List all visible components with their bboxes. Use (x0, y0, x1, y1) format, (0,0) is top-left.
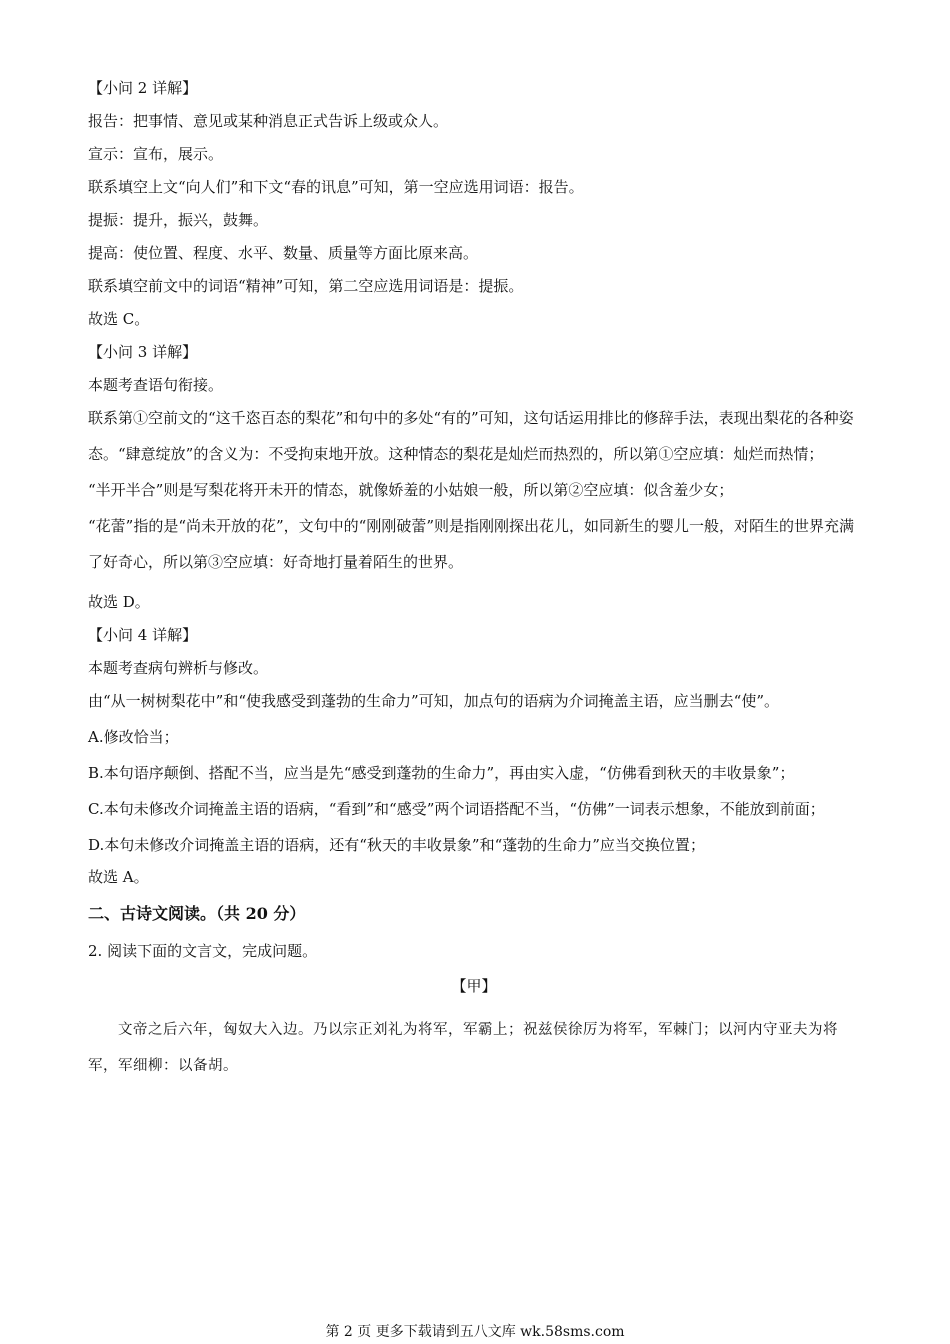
q4-paragraph-1 (88, 683, 860, 719)
q4-option-b (88, 755, 860, 791)
q2-line-2: 宣示：宣布，展示。 (88, 145, 224, 163)
q2-line-6: 联系填空前文中的词语“精神”可知，第二空应选用词语是：提振。 (88, 277, 524, 295)
q3-paragraph-3-text: “花蕾”指的是“尚未开放的花”，文句中的“刚刚破蕾”则是指刚刚探出花儿，如同新生的婴儿一般，对陌生的世界充满了好奇心，所以第③空应填：好奇地打量着陌生的世界。 (88, 517, 855, 571)
q4-option-c-text: C.本句未修改介词掩盖主语的语病，“看到”和“感受”两个词语搭配不当，“仿佛”一词表示想象，不能放到前面； (88, 800, 825, 818)
q2-line-5: 提高：使位置、程度、水平、数量、质量等方面比原来高。 (88, 244, 479, 262)
q4-paragraph-1-text: 由“从一树树梨花中”和“使我感受到蓬勃的生命力”可知，加点句的语病为介词掩盖主语，应当删去“使”。 (88, 692, 780, 710)
q4-intro: 本题考查病句辨析与修改。 (88, 659, 269, 677)
q2-header: 【小问 2 详解】 (88, 79, 198, 97)
q4-option-c (88, 791, 860, 827)
question-prompt: 2. 阅读下面的文言文，完成问题。 (88, 942, 318, 960)
q4-option-d: D.本句未修改介词掩盖主语的语病，还有“秋天的丰收景象”和“蓬勃的生命力”应当交换位置； (88, 836, 705, 854)
page-footer: 第 2 页 更多下载请到五八文库 wk.58sms.com (325, 1324, 625, 1340)
classical-passage: 文帝之后六年，匈奴大入边。乃以宗正刘礼为将军，军霸上；祝兹侯徐厉为将军，军棘门；以河内守亚夫为将军，军细柳：以备胡。 (88, 1022, 838, 1074)
q2-answer: 故选 C。 (88, 310, 150, 328)
q4-option-a: A.修改恰当； (88, 728, 179, 746)
section-title: 二、古诗文阅读。（共 20 分） (88, 904, 306, 923)
q2-line-3: 联系填空上文“向人们”和下文“春的讯息”可知，第一空应选用词语：报告。 (88, 178, 584, 196)
q4-option-b-text: B.本句语序颠倒、搭配不当，应当是先“感受到蓬勃的生命力”，再由实入虚，“仿佛看到秋天的丰收景象”； (88, 764, 795, 782)
q2-line-1: 报告：把事情、意见或某种消息正式告诉上级或众人。 (88, 112, 449, 130)
q4-answer: 故选 A。 (88, 868, 149, 886)
q3-paragraph-1-text: 联系第①空前文的“这千恣百态的梨花”和句中的多处“有的”可知，这句话运用排比的修辞手法，表现出梨花的各种姿态。“肆意绽放”的含义为：不受拘束地开放。这种情态的梨花是灿烂而热烈的，所以第①空应填：灿烂而热情； (88, 409, 854, 463)
passage-label: 【甲】 (451, 977, 497, 995)
document-page (88, 78, 860, 1099)
q3-header: 【小问 3 详解】 (88, 343, 198, 361)
q3-answer: 故选 D。 (88, 593, 150, 611)
q3-intro: 本题考查语句衔接。 (88, 376, 224, 394)
q3-paragraph-3 (88, 508, 860, 580)
q3-paragraph-2: “半开半合”则是写梨花将开未开的情态，就像娇羞的小姑娘一般，所以第②空应填：似含羞少女； (88, 481, 734, 499)
q4-header: 【小问 4 详解】 (88, 626, 198, 644)
q2-line-4: 提振：提升，振兴，鼓舞。 (88, 211, 269, 229)
q3-paragraph-1 (88, 400, 860, 472)
